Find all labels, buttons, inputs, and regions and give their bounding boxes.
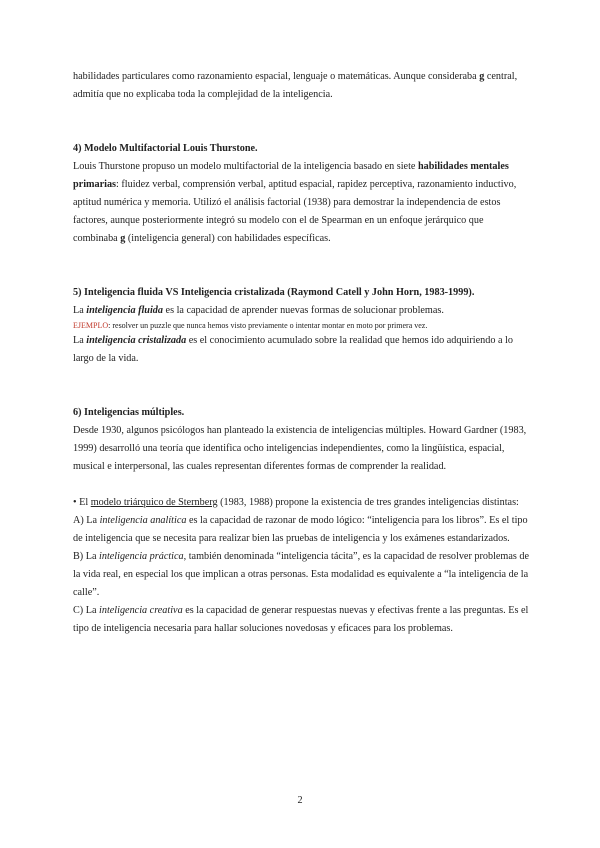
bold-term: habilidades mentales primarias [73,161,509,190]
example-text: : resolver un puzzle que nunca hemos visto previamente o intentar montar en moto por primera vez. [108,321,428,330]
example-label: EJEMPLO [73,321,109,330]
paragraph-text: La [73,335,87,346]
emphasis-term: inteligencia analítica [99,515,187,526]
item-c [73,602,529,638]
emphasis-term: inteligencia práctica [99,551,184,562]
section-4-heading [73,140,529,158]
item-prefix: B) La [73,551,100,562]
section-6-paragraph: Desde 1930, algunos psicólogos han planteado la existencia de inteligencias múltiples. Howard Gardner (1983, 1999) desarrolló una teoría que identifica ocho inteligencias independientes, como la lingüística, espacial, musical e interpersonal, las cuales representan diferentes formas de comprender la realidad. [73,425,527,472]
paragraph-text: : fluidez verbal, comprensión verbal, aptitud espacial, rapidez perceptiva, razonamiento inductivo, aptitud numérica y memoria. Utilizó el análisis factorial (1938) para demostrar la independencia de estos factores, aunque posteriormente integró su modelo con el de Spearman en un enfoque jerárquico que combinaba [73,179,517,244]
bullet: • El [73,497,91,508]
section-title: ) Inteligencia fluida VS Inteligencia cristalizada ( [78,287,291,298]
item-b [73,548,529,602]
crystallized-intelligence-line [73,332,529,368]
intro-text: habilidades particulares como razonamiento espacial, lenguaje o matemáticas. Aunque consideraba [73,71,480,82]
intro-paragraph [73,68,529,104]
sternberg-intro [73,494,529,512]
section-title: ) Modelo Multifactorial Louis Thurstone. [78,143,258,154]
emphasis-term: inteligencia creativa [99,605,183,616]
item-text: es la capacidad de generar respuestas nuevas y efectivas frente a las preguntas. Es el tipo de inteligencia necesaria para hallar soluciones novedosas y eficaces para los problemas. [73,605,529,634]
section-6-heading [73,404,529,422]
g-symbol: g [120,233,126,244]
section-number: 4 [73,143,79,154]
section-number: 5 [73,287,79,298]
emphasis-term: inteligencia fluida [86,305,163,316]
item-prefix: C) La [73,605,100,616]
item-a [73,512,529,548]
section-authors: Raymond Catell y John Horn, 1983-1999). [290,287,475,298]
g-symbol: g [479,71,485,82]
section-4-paragraph [73,158,529,248]
section-title: ) Inteligencias múltiples. [78,407,185,418]
page-number: 2 [297,795,303,806]
paragraph-text: (inteligencia general) con habilidades específicas. [125,233,331,244]
section-number: 6 [73,407,79,418]
item-prefix: A) La [73,515,100,526]
sternberg-link: modelo triárquico de Sternberg [90,497,218,508]
section-5-heading [73,284,529,302]
paragraph-text: Louis Thurstone propuso un modelo multifactorial de la inteligencia basado en siete [73,161,418,172]
item-text: es la capacidad de razonar de modo lógico: “inteligencia para los libros”. Es el tipo de inteligencia que se necesita para realizar bien las pruebas de inteligencia y los exámenes estandarizados. [73,515,528,544]
paragraph-text: es la capacidad de aprender nuevas formas de solucionar problemas. [163,305,444,316]
emphasis-term: inteligencia cristalizada [86,335,187,346]
fluid-intelligence-line [73,302,529,320]
paragraph-text: es el conocimiento acumulado sobre la realidad que hemos ido adquiriendo a lo largo de la vida. [73,335,513,364]
paragraph-text: La [73,305,87,316]
intro-text-2: central, admitía que no explicaba toda la complejidad de la inteligencia. [73,71,518,100]
item-text: , también denominada “inteligencia tácita”, es la capacidad de resolver problemas de la vida real, en especial los que implican a otras personas. Esta modalidad es equivalente a “la inteligencia de la calle”. [73,551,529,598]
document-page [73,68,529,638]
paragraph-text: (1983, 1988) propone la existencia de tres grandes inteligencias distintas: [217,497,519,508]
example-line [73,320,529,332]
